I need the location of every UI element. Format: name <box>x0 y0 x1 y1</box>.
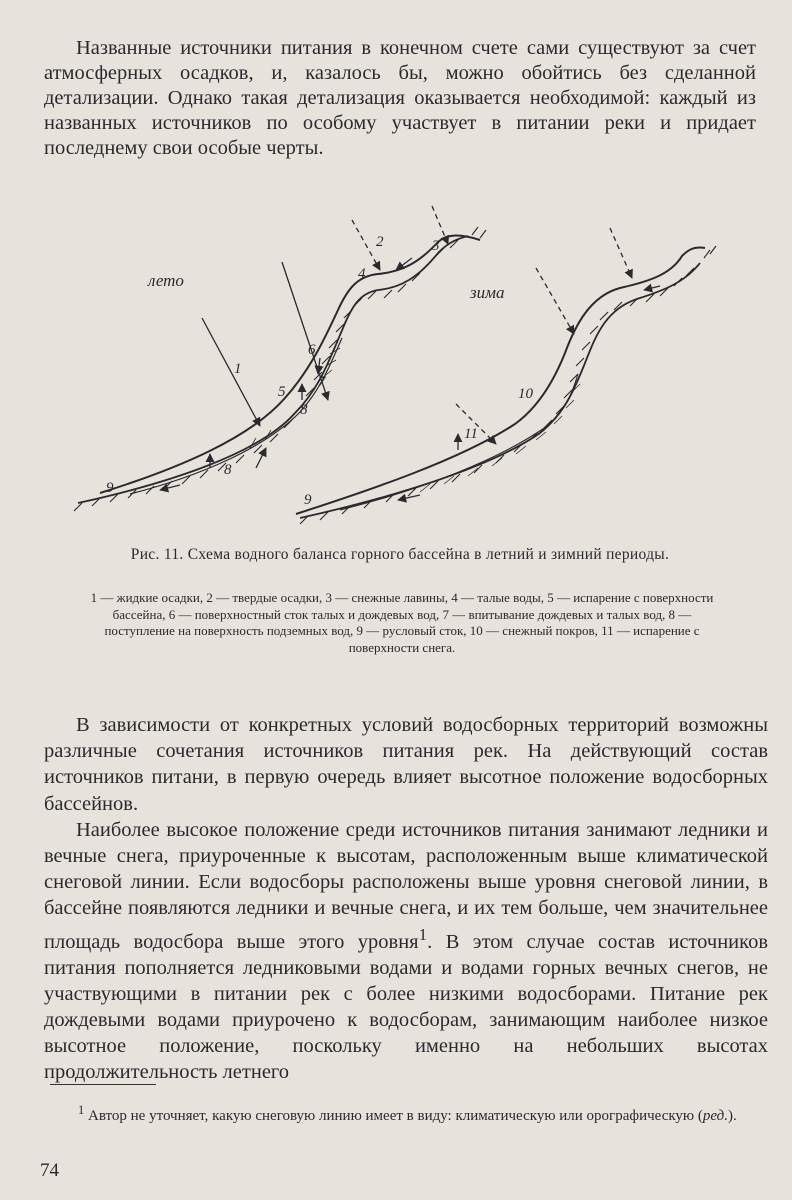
intro-paragraph: Названные источники питания в конечном счете сами существуют за счет атмосферных осадков, и, казалось бы, можно обойтись без сделанной детализации. Однако такая детализация оказывается необходимой: каждый из названных источников по особому участвует в питании реки и придает последнему свои особые черты. <box>44 37 756 159</box>
winter-arrows <box>398 228 660 500</box>
arrow-winter-precip-2 <box>536 268 574 334</box>
figure-legend: 1 — жидкие осадки, 2 — твердые осадки, 3 — снежные лавины, 4 — талые воды, 5 — испарение с поверхности бассейна, 6 — поверхностный сток талых и дождевых вод, 7 — впитывание дождевых и талых вод, 8 — поступление на поверхность подземных вод, 9 — русловый сток, 10 — снежный покров, 11 — испарение с поверхности снега. <box>90 590 714 655</box>
footnote-italic: ред. <box>702 1108 729 1124</box>
body-paragraph-2-part-1: Наиболее высокое положение среди источников питания занимают ледники и вечные снега, приуроченные к высотам, расположенным выше климатической снеговой линии. Если водосборы расположены выше уровня снеговой линии, в бассейне появляются ледники и вечные снега, и их тем больше, чем значительнее площадь водосбора выше этого уровня <box>44 818 768 953</box>
label-8b: 8 <box>224 462 232 478</box>
body-text <box>44 712 768 1086</box>
footnote <box>50 1100 770 1126</box>
label-8a: 8 <box>300 402 308 418</box>
summer-ground-line <box>78 236 468 503</box>
figure-caption-title: Рис. 11. Схема водного баланса горного бассейна в летний и зимний периоды. <box>130 546 670 563</box>
season-label-summer: лето <box>148 271 184 290</box>
figure-caption <box>70 545 730 564</box>
body-paragraph-2 <box>44 817 768 1086</box>
arrow-groundwater <box>256 448 266 468</box>
summer-arrows <box>160 206 448 490</box>
page-number: 74 <box>40 1160 59 1181</box>
footnote-marker: 1 <box>78 1103 85 1117</box>
water-balance-diagram <box>60 198 740 528</box>
footnote-reference: 1 <box>418 924 428 944</box>
arrow-winter-precip-3 <box>610 228 632 278</box>
label-4: 4 <box>358 266 366 282</box>
label-2: 2 <box>376 234 384 250</box>
footnote-text: Автор не уточняет, какую снеговую линию имеет в виду: климатическую или орографическую ( <box>84 1108 703 1124</box>
summer-inner-hatch <box>250 348 340 448</box>
arrow-liquid-precip-1 <box>202 318 260 426</box>
footnote-end: ). <box>728 1108 737 1124</box>
body-paragraph-2-part-2: . В этом случае состав источников питания пополняется ледниковыми водами и водами горных вечных снегов, не участвующими в питании рек с более низкими водосборами. Питание рек дождевыми водами приурочено к водосборам, занимающим наиболее низкое высотное положение, поскольку именно на небольших высотах продолжительность летнего <box>44 930 768 1084</box>
label-11: 11 <box>464 426 478 442</box>
season-label-winter: зима <box>470 283 505 302</box>
label-9b: 9 <box>304 492 312 508</box>
winter-snow-hatch <box>420 384 580 492</box>
label-1: 1 <box>234 361 242 377</box>
label-9a: 9 <box>106 480 114 496</box>
label-5: 5 <box>278 384 286 400</box>
arrow-winter-meltwater <box>644 286 660 290</box>
footnote-divider <box>50 1084 156 1085</box>
label-3: 3 <box>432 238 440 254</box>
arrow-channel-flow-summer <box>160 485 180 490</box>
label-6: 6 <box>308 342 316 358</box>
figure-water-balance <box>60 198 740 528</box>
label-7: 7 <box>318 374 326 390</box>
label-10: 10 <box>518 386 533 402</box>
body-paragraph-1: В зависимости от конкретных условий водосборных территорий возможны различные сочетания источников питания рек. На действующий состав источников питани, в первую очередь влияет высотное положение водосборных бассейнов. <box>44 714 768 815</box>
